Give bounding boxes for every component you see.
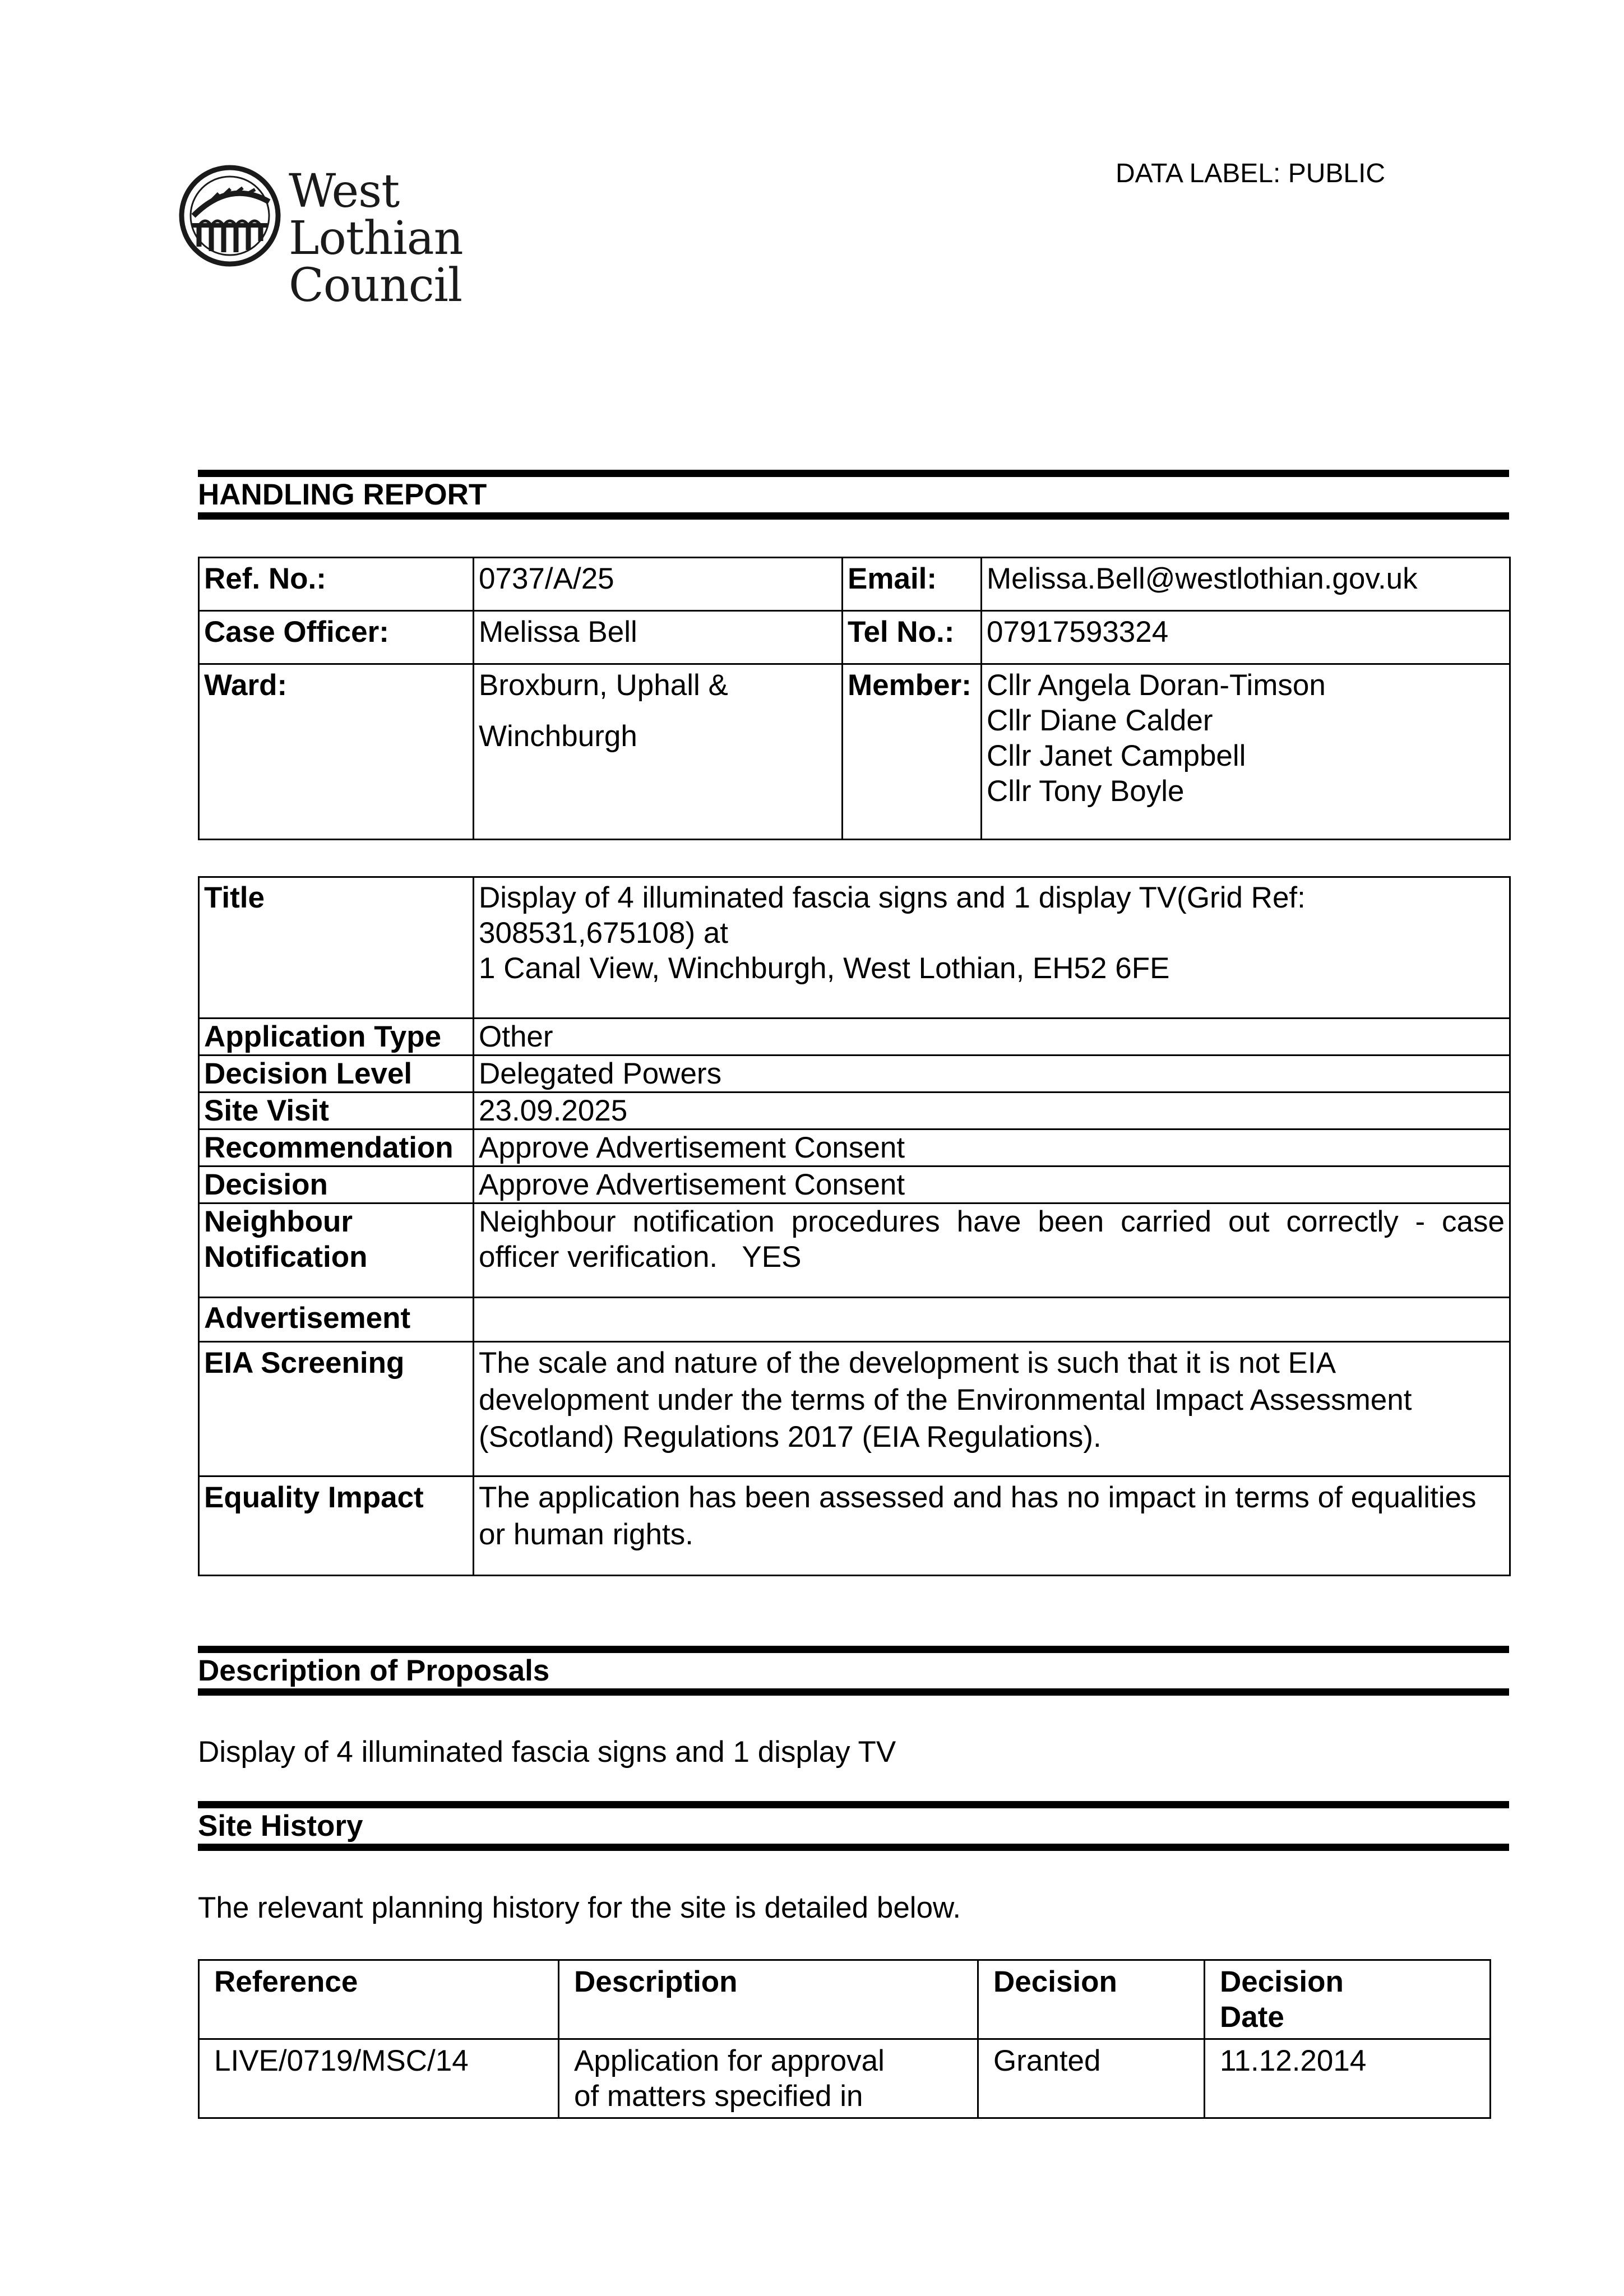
case-officer-label: Case Officer: <box>199 611 474 664</box>
email-label: Email: <box>843 558 982 611</box>
title-label: Title <box>199 877 474 1019</box>
table-row <box>199 1476 1510 1576</box>
table-row <box>199 1019 1510 1056</box>
handling-report-title: HANDLING REPORT <box>198 478 487 511</box>
table-cell: LIVE/0719/MSC/14 <box>199 2039 559 2118</box>
neighbour-label: Neighbour Notification <box>199 1203 474 1298</box>
member-label: Member: <box>843 664 982 840</box>
table-row <box>199 1093 1510 1130</box>
member-list <box>982 664 1510 840</box>
recommendation-value: Approve Advertisement Consent <box>474 1130 1510 1166</box>
decision-level-label: Decision Level <box>199 1056 474 1093</box>
table-cell: 11.12.2014 <box>1205 2039 1491 2118</box>
handling-report-heading <box>198 470 1509 520</box>
case-officer-value: Melissa Bell <box>474 611 843 664</box>
member-item: Cllr Angela Doran-Timson <box>987 669 1326 702</box>
table-row <box>199 1203 1510 1298</box>
recommendation-label: Recommendation <box>199 1130 474 1166</box>
details-table <box>198 876 1511 1576</box>
advertisement-label: Advertisement <box>199 1298 474 1342</box>
member-item: Cllr Diane Calder <box>987 704 1213 737</box>
table-row <box>199 558 1510 611</box>
ward-line-1: Broxburn, Uphall & <box>479 669 728 702</box>
site-visit-value: 23.09.2025 <box>474 1093 1510 1130</box>
ward-line-2: Winchburgh <box>479 720 637 753</box>
title-value: Display of 4 illuminated fascia signs and 1 display TV(Grid Ref: 308531,675108) at 1 Canal View, Winchburgh, West Lothian, EH52 6FE <box>474 877 1510 1019</box>
table-row <box>199 664 1510 840</box>
ref-value: 0737/A/25 <box>474 558 843 611</box>
logo-line-1: West Lothian <box>289 165 463 265</box>
ward-label: Ward: <box>199 664 474 840</box>
table-cell: Application for approval of matters specified in <box>559 2039 978 2118</box>
tel-value: 07917593324 <box>982 611 1510 664</box>
tel-label: Tel No.: <box>843 611 982 664</box>
site-visit-label: Site Visit <box>199 1093 474 1130</box>
logo-line-2: Council <box>289 259 462 312</box>
officer-table <box>198 557 1511 840</box>
eia-label: EIA Screening <box>199 1342 474 1476</box>
site-history-table <box>198 1959 1491 2119</box>
column-header: Reference <box>199 1960 559 2039</box>
member-item: Cllr Tony Boyle <box>987 775 1185 808</box>
table-header-row <box>199 1960 1491 2039</box>
data-label: DATA LABEL: PUBLIC <box>1116 159 1386 188</box>
table-row <box>199 1056 1510 1093</box>
table-cell: Granted <box>978 2039 1205 2118</box>
member-item: Cllr Janet Campbell <box>987 739 1246 772</box>
equality-label: Equality Impact <box>199 1476 474 1576</box>
table-row <box>199 1130 1510 1166</box>
neighbour-line-1: Neighbour notification procedures have been carried out correctly - case <box>479 1205 1505 1238</box>
ref-label: Ref. No.: <box>199 558 474 611</box>
column-header: Decision Date <box>1205 1960 1491 2039</box>
neighbour-line-2: officer verification. YES <box>479 1240 802 1274</box>
logo-wordmark <box>289 165 563 312</box>
table-row <box>199 877 1510 1019</box>
neighbour-value <box>474 1203 1510 1298</box>
ward-value <box>474 664 843 840</box>
table-row <box>199 611 1510 664</box>
table-row <box>199 1166 1510 1203</box>
application-type-value: Other <box>474 1019 1510 1056</box>
decision-label: Decision <box>199 1166 474 1203</box>
council-logo <box>177 163 563 312</box>
table-row <box>199 1298 1510 1342</box>
description-heading-text: Description of Proposals <box>198 1654 550 1687</box>
column-header: Description <box>559 1960 978 2039</box>
site-history-heading-text: Site History <box>198 1809 363 1843</box>
table-row <box>199 1342 1510 1476</box>
council-crest-icon <box>177 163 283 269</box>
table-row <box>199 2039 1491 2118</box>
email-value: Melissa.Bell@westlothian.gov.uk <box>982 558 1510 611</box>
column-header: Decision <box>978 1960 1205 2039</box>
equality-value: The application has been assessed and has no impact in terms of equalities or human rights. <box>474 1476 1510 1576</box>
description-text: Display of 4 illuminated fascia signs and 1 display TV <box>198 1735 896 1769</box>
decision-level-value: Delegated Powers <box>474 1056 1510 1093</box>
application-type-label: Application Type <box>199 1019 474 1056</box>
eia-value: The scale and nature of the development is such that it is not EIA development under the terms of the Environmental Impact Assessment (Scotland) Regulations 2017 (EIA Regulations). <box>474 1342 1510 1476</box>
site-history-intro: The relevant planning history for the site is detailed below. <box>198 1891 961 1924</box>
decision-value: Approve Advertisement Consent <box>474 1166 1510 1203</box>
advertisement-value <box>474 1298 1510 1342</box>
site-history-heading <box>198 1801 1509 1851</box>
description-heading <box>198 1646 1509 1696</box>
